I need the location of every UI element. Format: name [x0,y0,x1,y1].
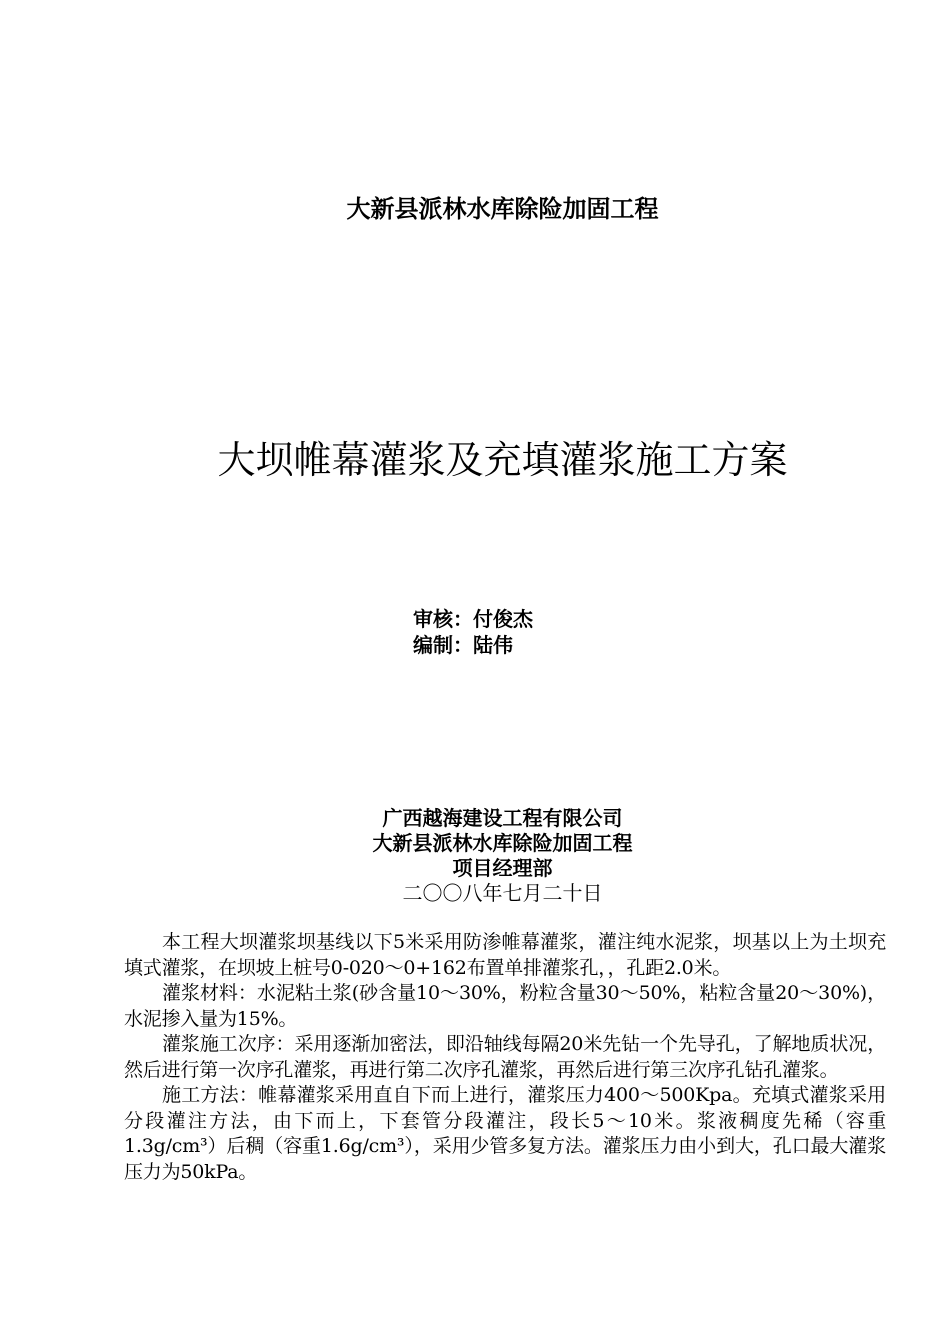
project-title: 大新县派林水库除险加固工程 [346,195,659,223]
paragraph-overview: 本工程大坝灌浆坝基线以下5米采用防渗帷幕灌浆，灌注纯水泥浆，坝基以上为土坝充填式灌浆，在坝坡上桩号0-020～0+162布置单排灌浆孔，，孔距2.0米。 [124,931,886,979]
paragraph-sequence: 灌浆施工次序：采用逐渐加密法，即沿轴线每隔20米先钻一个先导孔，了解地质状况，然后进行第一次序孔灌浆，再进行第二次序孔灌浆，再然后进行第三次序孔钻孔灌浆。 [124,1033,886,1081]
document-title: 大坝帷幕灌浆及充填灌浆施工方案 [217,438,788,482]
signers-block [413,606,533,658]
organization-block [0,806,950,906]
project-name: 大新县派林水库除险加固工程 [372,831,633,855]
company-name: 广西越海建设工程有限公司 [382,806,623,830]
body-text [124,930,886,1185]
editor-line: 编制：陆伟 [413,633,513,657]
paragraph-method: 施工方法：帷幕灌浆采用直自下而上进行，灌浆压力400～500Kpa。充填式灌浆采用分段灌注方法，由下而上，下套管分段灌注，段长5～10米。浆液稠度先稀（容重1.3g/cm³）后稠（容重1.6g/cm³），采用少管多复方法。灌浆压力由小到大，孔口最大灌浆压力为50kPa。 [124,1084,886,1183]
document-date: 二〇〇八年七月二十日 [402,881,603,905]
paragraph-materials: 灌浆材料：水泥粘土浆(砂含量10～30%，粉粒含量30～50%，粘粒含量20～30%)，水泥掺入量为15%。 [124,982,886,1030]
department-name: 项目经理部 [452,856,553,880]
reviewer-line: 审核：付俊杰 [413,607,533,631]
